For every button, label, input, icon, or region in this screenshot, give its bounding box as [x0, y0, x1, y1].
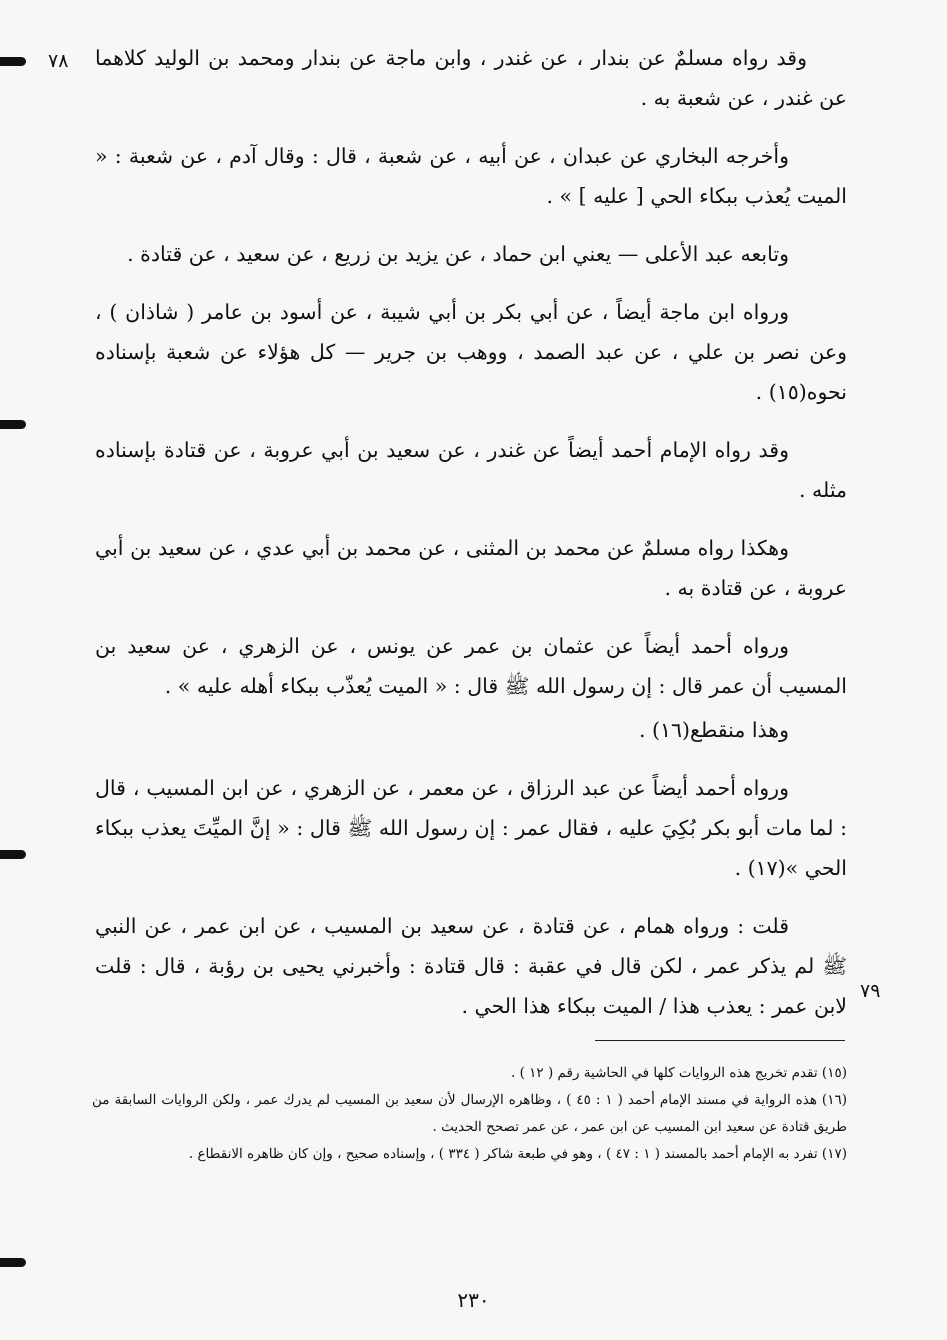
scan-edge-mark	[0, 420, 26, 429]
footnote-separator	[595, 1040, 845, 1041]
footnotes	[92, 1060, 847, 1168]
paragraph: قلت : ورواه همام ، عن قتادة ، عن سعيد بن المسيب ، عن ابن عمر ، عن النبي ﷺ لم يذكر عمر ، لكن قال في عقبة : قال قتادة : وأخبرني يحيى بن رؤبة ، قال : قلت لابن عمر : يعذب هذا / الميت ببكاء هذا الحي .	[95, 914, 847, 1018]
paragraph: ورواه ابن ماجة أيضاً ، عن أبي بكر بن أبي شيبة ، عن أسود بن عامر ( شاذان ) ، وعن نصر بن علي ، عن عبد الصمد ، ووهب بن جرير — كل هؤلاء عن شعبة بإسناده نحوه(١٥) .	[95, 300, 847, 404]
footnote: (١٧) تفرد به الإمام أحمد بالمسند ( ١ : ٤٧ ) ، وهو في طبعة شاكر ( ٣٣٤ ) ، وإسناده صحيح ، وإن كان ظاهره الانقطاع .	[188, 1146, 847, 1162]
paragraph: وقد رواه الإمام أحمد أيضاً عن غندر ، عن سعيد بن أبي عروبة ، عن قتادة بإسناده مثله .	[95, 438, 847, 502]
margin-number-bottom: ٧٩	[860, 980, 881, 1002]
page-number: ٢٣٠	[457, 1288, 490, 1312]
paragraph: وتابعه عبد الأعلى — يعني ابن حماد ، عن يزيد بن زريع ، عن سعيد ، عن قتادة .	[127, 242, 789, 266]
paragraph: وهكذا رواه مسلمٌ عن محمد بن المثنى ، عن محمد بن أبي عدي ، عن سعيد بن أبي عروبة ، عن قتادة به .	[95, 536, 847, 600]
footnote: (١٥) تقدم تخريج هذه الروايات كلها في الحاشية رقم ( ١٢ ) .	[511, 1065, 847, 1081]
margin-number-top: ٧٨	[48, 50, 69, 72]
paragraph: ورواه أحمد أيضاً عن عثمان بن عمر عن يونس ، عن الزهري ، عن سعيد بن المسيب أن عمر قال : إن رسول الله ﷺ قال : « الميت يُعذّب ببكاء أهله عليه » .	[95, 634, 847, 698]
scan-edge-mark	[0, 1258, 26, 1267]
scan-edge-mark	[0, 850, 26, 859]
paragraph: وقد رواه مسلمٌ عن بندار ، عن غندر ، وابن ماجة عن بندار ومحمد بن الوليد كلاهما عن غندر ، عن شعبة به .	[95, 46, 847, 110]
scan-edge-mark	[0, 57, 26, 66]
paragraph: وأخرجه البخاري عن عبدان ، عن أبيه ، عن شعبة ، قال : وقال آدم ، عن شعبة : « الميت يُعذب ببكاء الحي [ عليه ] » .	[95, 144, 847, 208]
main-text	[95, 38, 847, 1044]
paragraph: وهذا منقطع(١٦) .	[638, 718, 789, 742]
footnote: (١٦) هذه الرواية في مسند الإمام أحمد ( ١ : ٤٥ ) ، وظاهره الإرسال لأن سعيد بن المسيب لم يدرك عمر ، ولكن الروايات السابقة من طريق قتادة عن سعيد ابن المسيب عن ابن عمر ، عن عمر تصحح الحديث .	[92, 1092, 847, 1135]
paragraph: ورواه أحمد أيضاً عن عبد الرزاق ، عن معمر ، عن الزهري ، عن ابن المسيب ، قال : لما مات أبو بكر بُكِيَ عليه ، فقال عمر : إن رسول الله ﷺ قال : « إنَّ الميِّتَ يعذب ببكاء الحي »(١٧) .	[95, 776, 847, 880]
